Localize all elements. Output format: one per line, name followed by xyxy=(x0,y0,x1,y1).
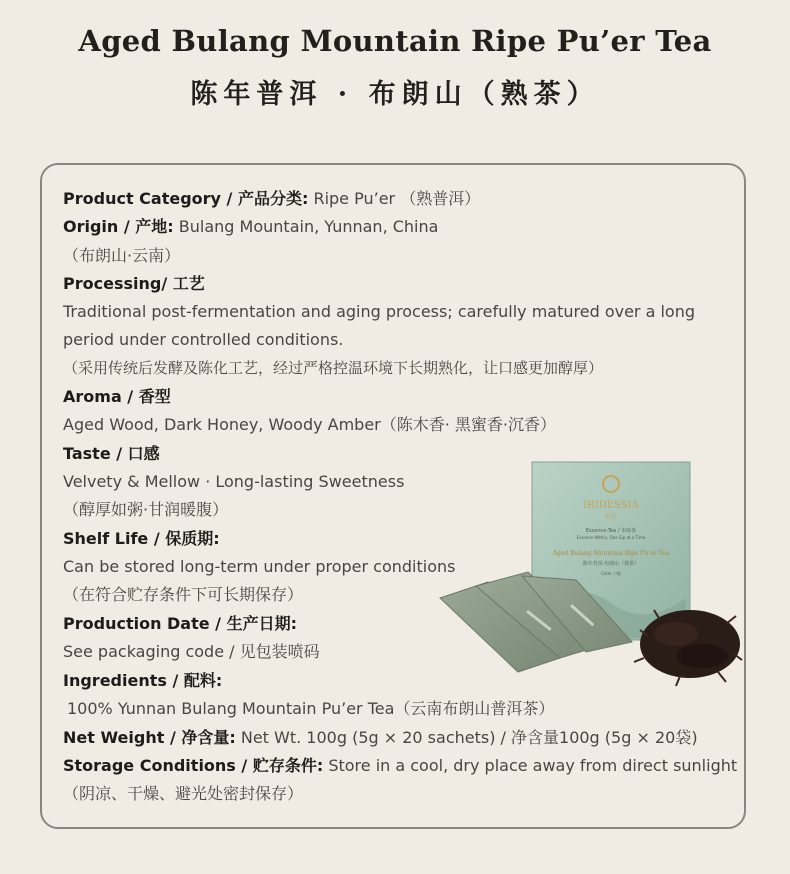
processing-line-1: Traditional post-fermentation and aging process; carefully matured over a long xyxy=(63,302,696,321)
aroma-label: Aroma / 香型 xyxy=(63,387,171,406)
box-tagline: Essence Within, One Sip at a Time xyxy=(576,535,646,540)
date-label: Production Date / 生产日期: xyxy=(63,614,297,633)
brand-name-zh: 彩芯 xyxy=(604,513,618,520)
brand-name: IRIDESSIA xyxy=(583,500,639,511)
origin-value: Bulang Mountain, Yunnan, China xyxy=(178,217,439,236)
processing-line-2: period under controlled conditions. xyxy=(63,330,344,349)
shelf-label: Shelf Life / 保质期: xyxy=(63,529,220,548)
spec-ingredients xyxy=(63,671,222,691)
spec-processing xyxy=(63,274,205,294)
spec-aroma xyxy=(63,387,171,407)
weight-label: Net Weight / 净含量: xyxy=(63,728,236,747)
weight-value: Net Wt. 100g (5g × 20 sachets) / 净含量100g (5g × 20袋) xyxy=(240,728,698,747)
category-label: Product Category / 产品分类: xyxy=(63,189,309,208)
spec-storage xyxy=(63,756,737,776)
taste-zh: （醇厚如粥·甘润暖腹） xyxy=(63,500,229,519)
storage-value: Store in a cool, dry place away from direct sunlight xyxy=(328,756,738,775)
category-value: Ripe Pu’er （熟普洱） xyxy=(313,189,481,208)
storage-label: Storage Conditions / 贮存条件: xyxy=(63,756,324,775)
shelf-zh: （在符合贮存条件下可长期保存） xyxy=(63,585,304,604)
spec-net-weight xyxy=(63,728,698,748)
box-title-zh: 陈年普洱·布朗山（熟茶） xyxy=(582,561,640,567)
taste-label: Taste / 口感 xyxy=(63,444,160,463)
box-note: Calm 宁静 xyxy=(601,571,621,576)
processing-zh: （采用传统后发酵及陈化工艺，经过严格控温环境下长期熟化，让口感更加醇厚） xyxy=(63,359,604,377)
spec-production-date xyxy=(63,614,297,634)
page-title: Aged Bulang Mountain Ripe Pu’er Tea xyxy=(78,24,712,58)
date-value: See packaging code / 见包装喷码 xyxy=(63,642,320,661)
box-title: Aged Bulang Mountain Ripe Pu’er Tea xyxy=(552,550,670,557)
page-subtitle-zh: 陈年普洱 · 布朗山（熟茶） xyxy=(190,79,600,110)
ingredients-label: Ingredients / 配料: xyxy=(63,671,223,690)
product-photo xyxy=(436,458,746,690)
spec-shelf-life xyxy=(63,529,220,549)
ingredients-value: 100% Yunnan Bulang Mountain Pu’er Tea（云南布朗山普洱茶） xyxy=(67,699,555,718)
processing-label: Processing/ 工艺 xyxy=(63,274,205,293)
box-subtitle: Essence·Tea / 本味茶 xyxy=(585,528,637,534)
spec-taste xyxy=(63,444,160,464)
storage-zh: （阴凉、干燥、避光处密封保存） xyxy=(63,784,304,803)
origin-label: Origin / 产地: xyxy=(63,217,174,236)
origin-zh: （布朗山·云南） xyxy=(63,246,181,265)
aroma-value: Aged Wood, Dark Honey, Woody Amber（陈木香· 黑蜜香·沉香） xyxy=(63,415,557,434)
shelf-value: Can be stored long-term under proper conditions xyxy=(63,557,456,576)
taste-value: Velvety & Mellow · Long-lasting Sweetness xyxy=(63,472,405,491)
spec-category xyxy=(63,189,480,209)
spec-origin xyxy=(63,217,438,237)
